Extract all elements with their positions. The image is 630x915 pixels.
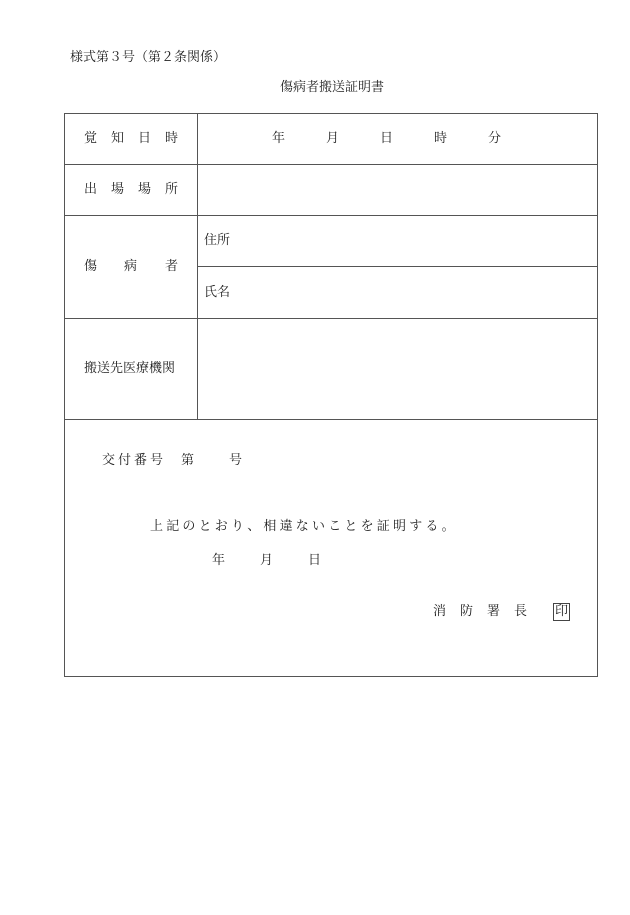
cert-month-unit: 月 — [260, 553, 274, 568]
document-title: 傷病者搬送証明書 — [280, 80, 385, 95]
address-label: 住所 — [204, 233, 231, 248]
label-dispatch-char: 出 — [84, 182, 98, 197]
label-dispatch-char: 場 — [138, 182, 152, 197]
label-patient-char: 者 — [165, 259, 179, 274]
cert-year-unit: 年 — [212, 553, 226, 568]
signer-char: 防 — [460, 604, 474, 619]
label-patient-char: 病 — [124, 259, 138, 274]
hour-unit: 時 — [434, 131, 448, 146]
awareness-datetime-field[interactable] — [198, 114, 598, 164]
label-destination-hospital: 搬送先医療機関 — [84, 361, 176, 376]
form-number: 様式第３号（第２条関係） — [70, 50, 227, 65]
signer-char: 消 — [433, 604, 447, 619]
name-label: 氏名 — [204, 285, 231, 300]
label-awareness-char: 時 — [165, 131, 179, 146]
dispatch-location-field[interactable] — [198, 165, 598, 215]
patient-address-field[interactable] — [198, 216, 598, 266]
issue-number-label: 交付番号 — [102, 453, 167, 468]
minute-unit: 分 — [488, 131, 502, 146]
row-divider — [64, 419, 598, 420]
label-awareness-char: 知 — [111, 131, 125, 146]
label-patient-char: 傷 — [84, 259, 98, 274]
certification-statement: 上記のとおり、相違ないことを証明する。 — [150, 519, 458, 534]
signer-char: 署 — [487, 604, 501, 619]
day-unit: 日 — [380, 131, 394, 146]
month-unit: 月 — [326, 131, 340, 146]
cert-day-unit: 日 — [308, 553, 322, 568]
issue-number-suffix: 号 — [229, 453, 243, 468]
year-unit: 年 — [272, 131, 286, 146]
label-dispatch-char: 場 — [111, 182, 125, 197]
signer-char: 長 — [514, 604, 528, 619]
seal-mark: 印 — [555, 604, 569, 619]
destination-hospital-field[interactable] — [198, 319, 598, 419]
label-awareness-char: 覚 — [84, 131, 98, 146]
patient-name-field[interactable] — [198, 267, 598, 318]
label-awareness-char: 日 — [138, 131, 152, 146]
issue-number-prefix: 第 — [181, 453, 195, 468]
label-dispatch-char: 所 — [165, 182, 179, 197]
